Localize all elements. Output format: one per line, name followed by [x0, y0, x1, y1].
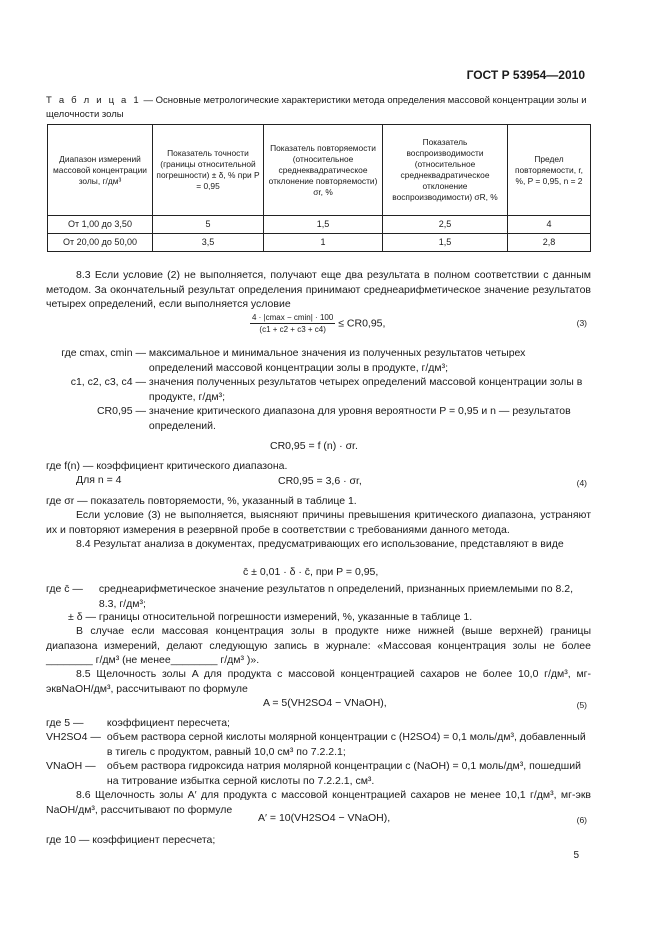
definition-term: где c̄ —	[46, 583, 83, 595]
table-caption	[46, 94, 591, 122]
page-number: 5	[573, 850, 579, 861]
formula-3-rhs: ≤ CR0,95,	[338, 317, 386, 330]
definition-term: где 5 —	[46, 717, 84, 729]
definition-cmax	[46, 346, 591, 375]
formula-3-numerator: 4 · |cmax − cmin| · 100	[252, 313, 334, 322]
formula-4: CR0,95 = 3,6 · σr,	[278, 475, 362, 487]
definition-text: среднеарифметическое значение результатов n определений, признанных приемлемыми по 8.2, 8.3, г/дм³;	[98, 583, 574, 610]
table-cell: От 20,00 до 50,00	[48, 234, 153, 252]
table-caption-text: — Основные метрологические характеристики метода определения массовой концентрации золы и щелочности золы	[46, 95, 587, 120]
definition-coef-5	[46, 716, 591, 731]
definition-cr	[46, 404, 591, 433]
definition-text: границы относительной погрешности измерений, %, указанные в таблице 1.	[98, 611, 473, 623]
table-caption-label: Т а б л и ц а 1	[46, 95, 141, 106]
formula-6: A′ = 10(VH2SO4 − VNaOH),	[258, 812, 391, 824]
table-cell: 3,5	[153, 234, 264, 252]
paragraph-out-of-range: В случае если массовая концентрация золы в продукте ниже нижней (выше верхней) границы диапазона измерений, делают следующую запись в журнале: «Массовая концентрация золы не более ________ г/дм³ (не менее________ г/дм³ )».	[46, 625, 591, 666]
col-header: Показатель воспроизводимости (относительное среднеквадратическое отклонение воспроизводимости) σR, %	[383, 125, 508, 216]
n-equals-4: Для n = 4	[76, 474, 122, 486]
definition-cbar	[46, 582, 591, 611]
formula-3-denominator: (c1 + c2 + c3 + c4)	[259, 325, 326, 334]
definition-vnaoh	[46, 759, 591, 788]
definition-sigma: где σr — показатель повторяемости, %, указанный в таблице 1.	[46, 495, 357, 507]
table-cell: От 1,00 до 3,50	[48, 216, 153, 234]
paragraph-8-4: 8.4 Результат анализа в документах, предусматривающих его использование, представляют в виде	[76, 538, 564, 550]
formula-3-number: (3)	[576, 318, 587, 328]
table-cell: 1,5	[264, 216, 383, 234]
definition-text: объем раствора серной кислоты молярной концентрации с (H2SO4) = 0,1 моль/дм³, добавленный в тигель с продуктом, равный 10,0 см³ по 7.2.2.1;	[106, 731, 586, 758]
definition-term: ± δ —	[68, 611, 96, 623]
formula-3	[250, 313, 385, 334]
paragraph-8-6: 8.6 Щелочность золы A′ для продукта с массовой концентрацией сахаров не менее 10,1 г/дм³, мг-экв NaOH/дм³, рассчитывают по формуле	[46, 789, 591, 816]
definition-term: VH2SO4 —	[46, 731, 101, 743]
paragraph-8-5: 8.5 Щелочность золы A для продукта с массовой концентрацией сахаров не более 10,0 г/дм³, мг-эквNaOH/дм³, рассчитывают по формуле	[46, 668, 591, 695]
definition-text: максимальное и минимальное значения из полученных результатов четырех определений массовой концентрации золы в продукте, г/дм³;	[148, 347, 526, 374]
definition-term: VNaOH —	[46, 760, 96, 772]
table-cell: 2,8	[508, 234, 591, 252]
document-header: ГОСТ Р 53954—2010	[466, 68, 585, 82]
definition-text: значение критического диапазона для уровня вероятности P = 0,95 и n — результатов определений.	[148, 405, 571, 432]
definition-text: коэффициент пересчета;	[106, 717, 230, 729]
formula-cr-general: CR0,95 = f (n) · σr.	[270, 440, 358, 452]
table-row	[48, 216, 591, 234]
formula-result: c̄ ± 0,01 · δ · c̄, при P = 0,95,	[243, 566, 379, 578]
definition-fn: где f(n) — коэффициент критического диапазона.	[46, 460, 288, 472]
paragraph-8-3: 8.3 Если условие (2) не выполняется, получают еще два результата в полном соответствии с данным методом. За окончательный результат определения принимают среднеарифметическое значение результатов четырех определений, если выполняется условие	[46, 269, 591, 310]
formula-5-number: (5)	[576, 700, 587, 710]
formula-4-number: (4)	[576, 478, 587, 488]
table-cell: 5	[153, 216, 264, 234]
col-header: Диапазон измерений массовой концентрации золы, г/дм³	[48, 125, 153, 216]
metrology-table	[47, 124, 591, 252]
definition-text: объем раствора гидроксида натрия молярной концентрации с (NaOH) = 0,1 моль/дм³, пошедший на титрование избытка серной кислоты по 7.2.2.1, см³.	[106, 760, 581, 787]
table-cell: 4	[508, 216, 591, 234]
definition-term: где cmax, cmin —	[61, 347, 146, 359]
definition-text: значения полученных результатов четырех определений массовой концентрации золы в продукте, г/дм³;	[148, 376, 583, 403]
table-cell: 2,5	[383, 216, 508, 234]
formula-6-number: (6)	[576, 815, 587, 825]
definition-coef-10: где 10 — коэффициент пересчета;	[46, 834, 216, 846]
definition-term: CR0,95 —	[96, 405, 146, 417]
table-cell: 1	[264, 234, 383, 252]
formula-5: A = 5(VH2SO4 − VNaOH),	[263, 697, 387, 709]
definition-delta	[46, 610, 591, 625]
definition-c1-c4	[46, 375, 591, 404]
table-cell: 1,5	[383, 234, 508, 252]
definition-vh2so4	[46, 730, 591, 759]
formula-3-fraction	[250, 313, 335, 334]
table-row	[48, 234, 591, 252]
col-header: Показатель точности (границы относительной погрешности) ± δ, % при P = 0,95	[153, 125, 264, 216]
col-header: Показатель повторяемости (относительное среднеквадратическое отклонение повторяемости) σr, %	[264, 125, 383, 216]
definition-term: c1, c2, c3, c4 —	[70, 376, 146, 388]
table-header-row	[48, 125, 591, 216]
col-header: Предел повторяемости, r, %, P = 0,95, n = 2	[508, 125, 591, 216]
paragraph-condition-3: Если условие (3) не выполняется, выясняют причины превышения критического диапазона, устраняют их и повторяют измерения в резервной пробе в соответствии с требованиями данного метода.	[46, 509, 591, 536]
